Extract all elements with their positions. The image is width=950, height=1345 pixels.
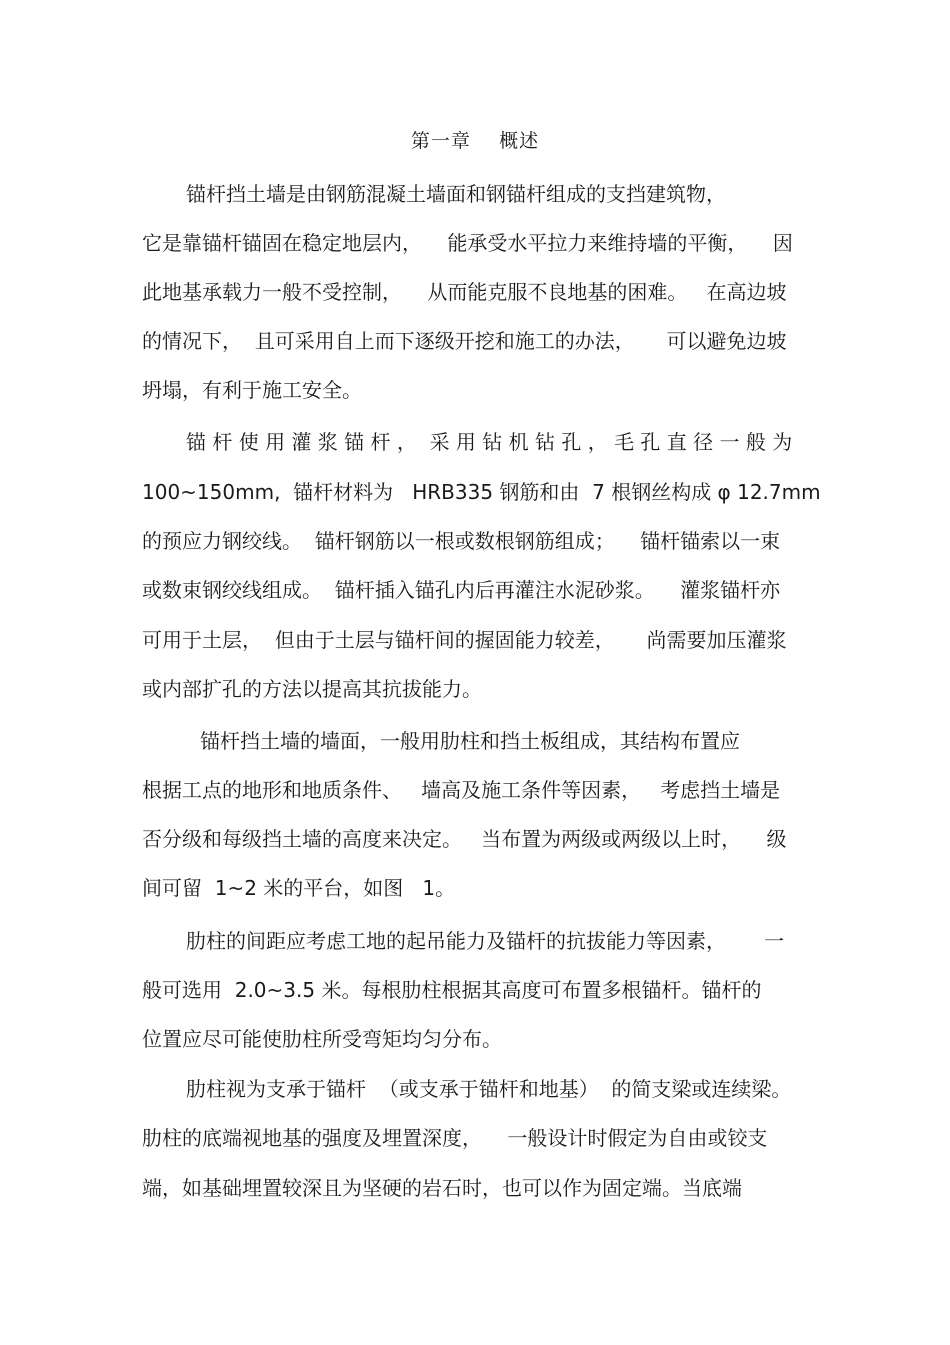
chapter-title: 第一章 概述 [410, 130, 540, 152]
paragraph-1-line-1: 锚杆挡土墙是由钢筋混凝土墙面和钢锚杆组成的支挡建筑物， [186, 182, 726, 206]
paragraph-5-line-3: 端，如基础埋置较深且为坚硬的岩石时，也可以作为固定端。当底端 [142, 1176, 742, 1200]
paragraph-2-line-4: 或数束钢绞线组成。 锚杆插入锚孔内后再灌注水泥砂浆。 灌浆锚杆亦 [142, 578, 781, 602]
paragraph-2-line-3: 的预应力钢绞线。 锚杆钢筋以一根或数根钢筋组成； 锚杆锚索以一束 [142, 529, 781, 553]
paragraph-2-line-2: 100~150mm, 锚杆材料为 HRB335 钢筋和由 7 根钢丝构成 φ 12.7mm [142, 480, 821, 504]
paragraph-4-line-2: 般可选用 2.0~3.5 米。每根肋柱根据其高度可布置多根锚杆。锚杆的 [142, 978, 762, 1002]
paragraph-1-line-2: 它是靠锚杆锚固在稳定地层内， 能承受水平拉力来维持墙的平衡， 因 [142, 231, 793, 255]
paragraph-5-line-1: 肋柱视为支承于锚杆 （或支承于锚杆和地基） 的简支梁或连续梁。 [186, 1077, 792, 1101]
paragraph-1-line-3: 此地基承载力一般不受控制， 从而能克服不良地基的困难。 在高边坡 [142, 280, 787, 304]
paragraph-1-line-5: 坍塌，有利于施工安全。 [142, 378, 362, 402]
paragraph-3-line-3: 否分级和每级挡土墙的高度来决定。 当布置为两级或两级以上时， 级 [142, 827, 787, 851]
paragraph-3-line-2: 根据工点的地形和地质条件、 墙高及施工条件等因素， 考虑挡土墙是 [142, 778, 781, 802]
paragraph-4-line-1: 肋柱的间距应考虑工地的起吊能力及锚杆的抗拔能力等因素， 一 [186, 929, 785, 953]
paragraph-4-line-3: 位置应尽可能使肋柱所受弯矩均匀分布。 [142, 1027, 502, 1051]
paragraph-1-line-4: 的情况下， 且可采用自上而下逐级开挖和施工的办法， 可以避免边坡 [142, 329, 787, 353]
paragraph-3-line-4: 间可留 1~2 米的平台，如图 1。 [142, 876, 456, 900]
paragraph-2-line-6: 或内部扩孔的方法以提高其抗拔能力。 [142, 677, 482, 701]
paragraph-5-line-2: 肋柱的底端视地基的强度及埋置深度， 一般设计时假定为自由或铰支 [142, 1126, 768, 1150]
paragraph-2-line-1: 锚 杆 使 用 灌 浆 锚 杆 ， 采 用 钻 机 钻 孔 ， 毛 孔 直 径 一 般 为 [186, 430, 793, 454]
paragraph-3-line-1: 锚杆挡土墙的墙面，一般用肋柱和挡土板组成，其结构布置应 [200, 729, 740, 753]
paragraph-2-line-5: 可用于土层， 但由于土层与锚杆间的握固能力较差， 尚需要加压灌浆 [142, 628, 787, 652]
